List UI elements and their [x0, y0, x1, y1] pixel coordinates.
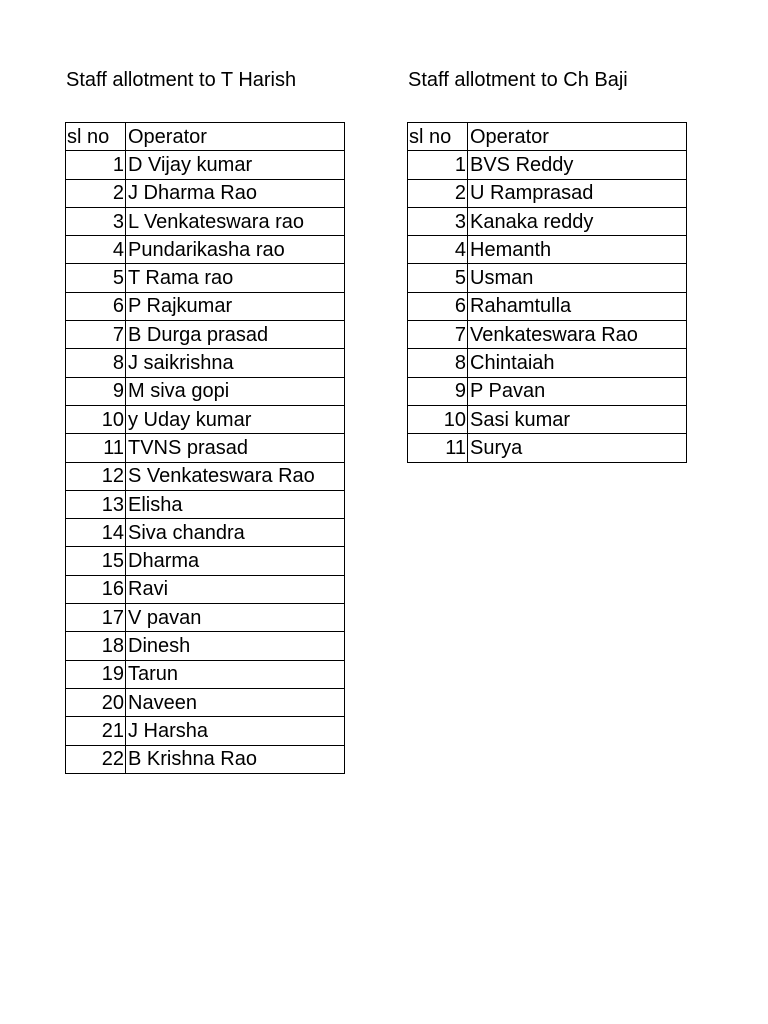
operator-cell: Elisha — [126, 490, 345, 518]
operator-cell: Hemanth — [468, 236, 687, 264]
table-header-row — [66, 123, 345, 151]
operator-cell: TVNS prasad — [126, 434, 345, 462]
operator-cell: Dharma — [126, 547, 345, 575]
table-row — [66, 688, 345, 716]
sl-no-cell: 10 — [66, 405, 126, 433]
operator-cell: V pavan — [126, 604, 345, 632]
table-row — [66, 604, 345, 632]
operator-cell: Usman — [468, 264, 687, 292]
sl-no-cell: 3 — [66, 207, 126, 235]
table-row — [408, 179, 687, 207]
sl-no-cell: 19 — [66, 660, 126, 688]
table-row — [66, 264, 345, 292]
sl-no-cell: 21 — [66, 717, 126, 745]
sl-no-cell: 9 — [408, 377, 468, 405]
staff-table — [407, 122, 687, 463]
sl-no-cell: 8 — [408, 349, 468, 377]
sl-no-header: sl no — [66, 123, 126, 151]
sl-no-cell: 4 — [66, 236, 126, 264]
operator-cell: P Rajkumar — [126, 292, 345, 320]
table-row — [408, 405, 687, 433]
sl-no-cell: 8 — [66, 349, 126, 377]
sl-no-cell: 16 — [66, 575, 126, 603]
operator-cell: Naveen — [126, 688, 345, 716]
sl-no-cell: 1 — [66, 151, 126, 179]
operator-cell: Siva chandra — [126, 519, 345, 547]
operator-cell: Dinesh — [126, 632, 345, 660]
table-row — [66, 179, 345, 207]
table-row — [408, 207, 687, 235]
operator-cell: M siva gopi — [126, 377, 345, 405]
table-row — [408, 292, 687, 320]
table-row — [66, 519, 345, 547]
operator-cell: Chintaiah — [468, 349, 687, 377]
operator-cell: Rahamtulla — [468, 292, 687, 320]
sl-no-cell: 4 — [408, 236, 468, 264]
staff-block-ch-baji — [407, 64, 687, 463]
sl-no-cell: 17 — [66, 604, 126, 632]
sl-no-cell: 6 — [408, 292, 468, 320]
sl-no-cell: 12 — [66, 462, 126, 490]
sl-no-cell: 14 — [66, 519, 126, 547]
table-row — [66, 575, 345, 603]
table-row — [66, 632, 345, 660]
table-row — [66, 547, 345, 575]
sl-no-cell: 3 — [408, 207, 468, 235]
operator-cell: Kanaka reddy — [468, 207, 687, 235]
operator-cell: Ravi — [126, 575, 345, 603]
table-header-row — [408, 123, 687, 151]
operator-cell: Venkateswara Rao — [468, 321, 687, 349]
table-row — [66, 151, 345, 179]
operator-cell: Surya — [468, 434, 687, 462]
sl-no-cell: 11 — [66, 434, 126, 462]
operator-cell: Pundarikasha rao — [126, 236, 345, 264]
operator-cell: L Venkateswara rao — [126, 207, 345, 235]
block-title: Staff allotment to Ch Baji — [408, 69, 628, 91]
operator-cell: D Vijay kumar — [126, 151, 345, 179]
sl-no-cell: 22 — [66, 745, 126, 773]
operator-cell: BVS Reddy — [468, 151, 687, 179]
operator-cell: J saikrishna — [126, 349, 345, 377]
sl-no-cell: 6 — [66, 292, 126, 320]
table-row — [66, 462, 345, 490]
table-row — [408, 264, 687, 292]
operator-cell: y Uday kumar — [126, 405, 345, 433]
operator-cell: T Rama rao — [126, 264, 345, 292]
table-row — [408, 377, 687, 405]
sl-no-cell: 2 — [66, 179, 126, 207]
sl-no-cell: 20 — [66, 688, 126, 716]
sl-no-cell: 10 — [408, 405, 468, 433]
sl-no-cell: 7 — [66, 321, 126, 349]
table-row — [66, 292, 345, 320]
table-row — [66, 377, 345, 405]
staff-table — [65, 122, 345, 774]
operator-header: Operator — [126, 123, 345, 151]
block-title: Staff allotment to T Harish — [66, 69, 297, 91]
table-row — [66, 660, 345, 688]
sl-no-cell: 7 — [408, 321, 468, 349]
table-row — [66, 236, 345, 264]
table-row — [66, 745, 345, 773]
operator-cell: P Pavan — [468, 377, 687, 405]
operator-cell: B Durga prasad — [126, 321, 345, 349]
operator-cell: Tarun — [126, 660, 345, 688]
table-row — [408, 151, 687, 179]
table-row — [66, 207, 345, 235]
table-row — [66, 490, 345, 518]
sl-no-cell: 11 — [408, 434, 468, 462]
sl-no-cell: 5 — [66, 264, 126, 292]
table-row — [66, 405, 345, 433]
sl-no-cell: 18 — [66, 632, 126, 660]
table-row — [408, 434, 687, 462]
sl-no-cell: 13 — [66, 490, 126, 518]
sl-no-cell: 1 — [408, 151, 468, 179]
operator-cell: U Ramprasad — [468, 179, 687, 207]
table-row — [66, 717, 345, 745]
sl-no-cell: 2 — [408, 179, 468, 207]
operator-cell: J Dharma Rao — [126, 179, 345, 207]
sl-no-header: sl no — [408, 123, 468, 151]
operator-cell: S Venkateswara Rao — [126, 462, 345, 490]
staff-block-t-harish — [65, 64, 345, 774]
sl-no-cell: 5 — [408, 264, 468, 292]
sl-no-cell: 9 — [66, 377, 126, 405]
operator-cell: B Krishna Rao — [126, 745, 345, 773]
operator-header: Operator — [468, 123, 687, 151]
table-row — [66, 349, 345, 377]
table-row — [408, 236, 687, 264]
table-row — [408, 349, 687, 377]
table-row — [408, 321, 687, 349]
table-row — [66, 321, 345, 349]
operator-cell: Sasi kumar — [468, 405, 687, 433]
table-row — [66, 434, 345, 462]
operator-cell: J Harsha — [126, 717, 345, 745]
sl-no-cell: 15 — [66, 547, 126, 575]
